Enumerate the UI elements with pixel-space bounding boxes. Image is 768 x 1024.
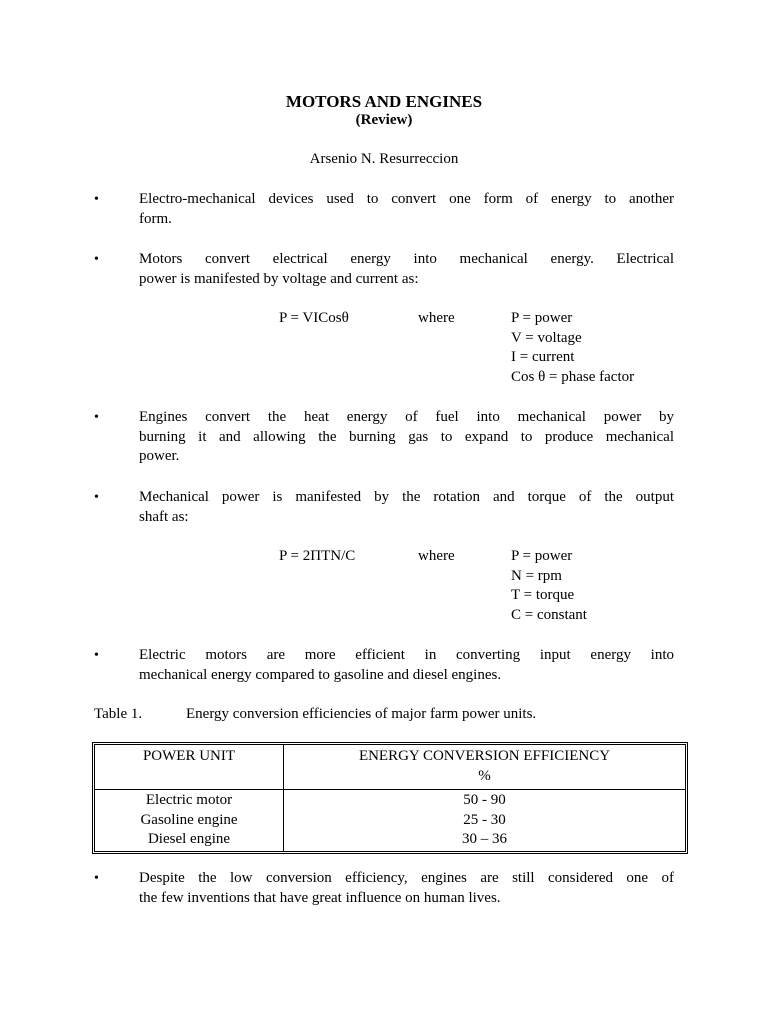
cell-text: Diesel engine: [147, 831, 231, 847]
equation-where: where: [418, 548, 455, 564]
paragraph-line: Electric motors are more efficient in converting input energy into: [139, 647, 674, 663]
bullet-marker: •: [94, 410, 99, 425]
paragraph-line: power.: [139, 448, 180, 464]
table-row: [95, 790, 685, 851]
bullet-marker: •: [94, 252, 99, 267]
definition-line: V = voltage: [511, 329, 582, 346]
header-power-unit: [95, 745, 284, 790]
table-caption-text: Energy conversion efficiencies of major farm power units.: [186, 706, 537, 722]
paragraph-line: burning it and allowing the burning gas to expand to produce mechanical: [139, 428, 674, 445]
author-name: Arsenio N. Resurreccion: [309, 151, 459, 167]
bullet-marker: •: [94, 192, 99, 207]
bullet-paragraph: [139, 488, 674, 527]
bullet-marker: •: [94, 648, 99, 663]
paragraph-line: Despite the low conversion efficiency, engines are still considered one of: [139, 870, 674, 886]
paragraph-line: Engines convert the heat energy of fuel into mechanical power by: [139, 409, 674, 425]
definition-line: Cos θ = phase factor: [511, 368, 635, 385]
paragraph-line: shaft as:: [139, 508, 189, 525]
equation-definitions: [511, 547, 587, 625]
table-label: Table 1.: [94, 706, 143, 722]
bullet-marker: •: [94, 871, 99, 886]
definition-line: P = power: [511, 548, 573, 564]
cell-text: Gasoline engine: [140, 811, 238, 828]
definition-line: P = power: [511, 310, 573, 326]
header-label: ENERGY CONVERSION EFFICIENCY: [358, 748, 611, 764]
definition-line: T = torque: [511, 587, 575, 603]
paragraph-line: Mechanical power is manifested by the rotation and torque of the output: [139, 489, 674, 505]
paragraph-line: the few inventions that have great influence on human lives.: [139, 889, 501, 906]
bullet-paragraph: [139, 869, 674, 908]
cell-text: 25 - 30: [463, 811, 506, 828]
paragraph-line: form.: [139, 210, 172, 227]
document-title: MOTORS AND ENGINES: [285, 92, 483, 111]
document-subtitle: (Review): [355, 112, 413, 128]
equation-definitions: [511, 309, 634, 387]
paragraph-line: Motors convert electrical energy into mechanical energy. Electrical: [139, 251, 674, 267]
paragraph-line: power is manifested by voltage and current as:: [139, 270, 419, 287]
table-header-row: [95, 745, 685, 790]
equation-formula: P = 2ΠTN/C: [279, 548, 356, 564]
definition-line: I = current: [511, 349, 575, 365]
power-unit-cell: [95, 790, 284, 851]
bullet-paragraph: [139, 646, 674, 685]
definition-line: C = constant: [511, 606, 587, 623]
paragraph-line: Electro-mechanical devices used to convert one form of energy to another: [139, 191, 674, 207]
table-caption: [94, 706, 537, 723]
cell-text: 50 - 90: [463, 792, 506, 808]
bullet-paragraph: [139, 250, 674, 289]
cell-text: Electric motor: [145, 792, 233, 808]
bullet-paragraph: [139, 408, 674, 467]
bullet-marker: •: [94, 490, 99, 505]
equation-formula: P = VICosθ: [279, 310, 349, 326]
cell-text: 30 – 36: [462, 831, 507, 847]
header-efficiency: [284, 745, 685, 790]
efficiency-table: [92, 742, 688, 854]
efficiency-cell: [284, 790, 685, 851]
header-unit: %: [478, 767, 491, 784]
header-label: POWER UNIT: [142, 748, 236, 764]
bullet-paragraph: [139, 190, 674, 229]
definition-line: N = rpm: [511, 567, 562, 584]
equation-where: where: [418, 310, 455, 326]
paragraph-line: mechanical energy compared to gasoline and diesel engines.: [139, 666, 502, 683]
